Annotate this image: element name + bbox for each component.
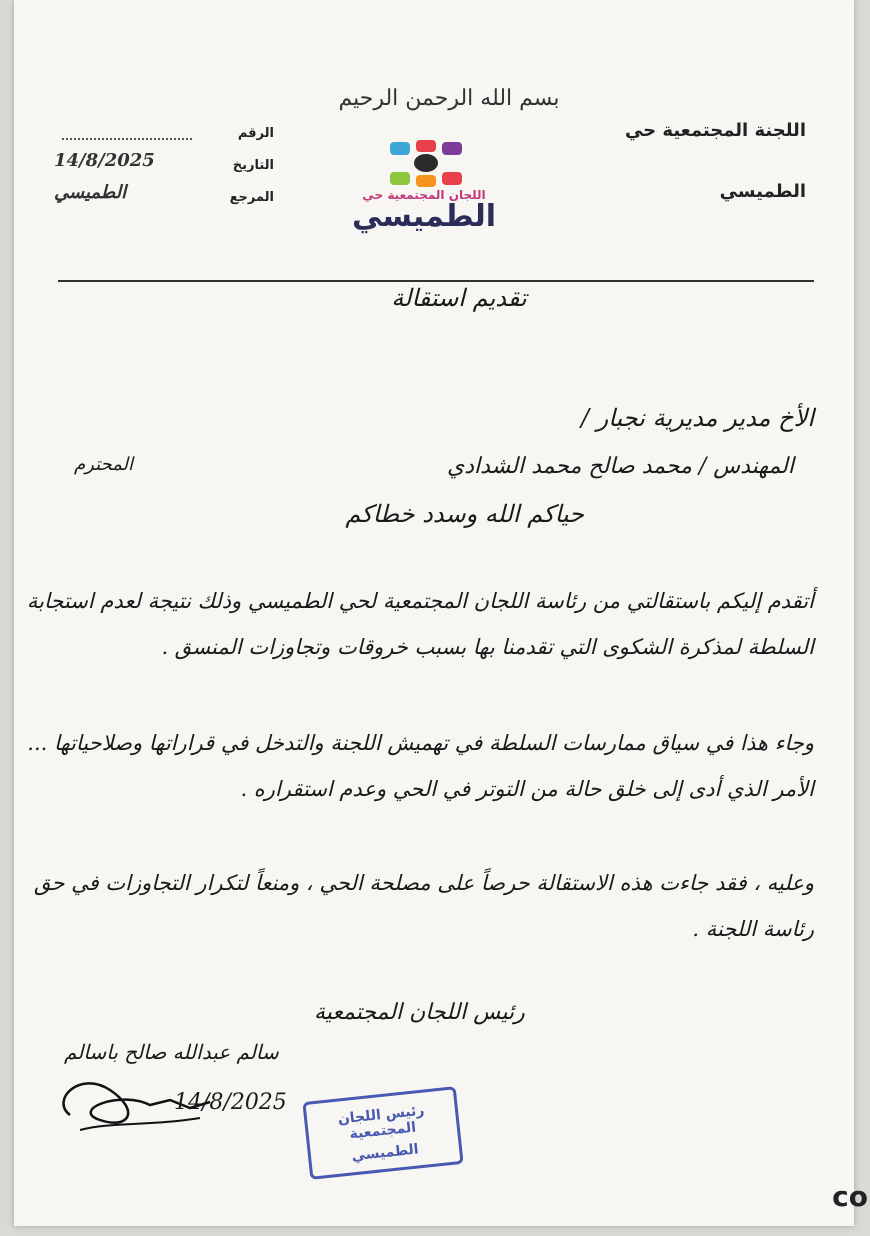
logo-big-text: الطميسي (351, 199, 496, 234)
stamp-line1: رئيس اللجان المجتمعية (337, 1102, 426, 1143)
number-dots (62, 138, 192, 140)
date-label: التاريخ (232, 158, 274, 173)
stamp-line2: الطميسي (350, 1141, 420, 1165)
addressee-line1: الأخ مدير مديرية نجبار / (580, 404, 814, 432)
logo-small-text: اللجان المجتمعية حي (362, 188, 486, 202)
org-name-line2: الطميسي (719, 181, 806, 202)
header-divider (58, 280, 814, 282)
paragraph-3: وعليه ، فقد جاءت هذه الاستقالة حرصاً على مصلحة الحي ، ومنعاً لتكرار التجاوزات في حق رئاسة اللجنة . (33, 871, 814, 941)
official-stamp (302, 1086, 463, 1180)
ref-label: المرجع (229, 190, 274, 205)
logo-text (324, 188, 524, 232)
reference-block (54, 126, 274, 222)
respect-word: المحترم (74, 454, 134, 475)
bismillah: بسم الله الرحمن الرحيم (338, 86, 560, 111)
signature-name: سالم عبدالله صالح باسالم (64, 1040, 279, 1064)
greeting: حياكم الله وسدد خطاكم (345, 500, 584, 528)
paragraph-2: وجاء هذا في سياق ممارسات السلطة في تهميش اللجنة والتدخل في قراراتها وصلاحياتها ... الأمر الذي أدى إلى خلق حالة من التوتر في الحي وعدم استقراره . (27, 731, 814, 801)
date-value: 14/8/2025 (54, 150, 155, 171)
signature-date: 14/8/2025 (174, 1090, 287, 1115)
number-label: الرقم (237, 126, 274, 141)
letter-paper (14, 0, 854, 1226)
org-name-line1: اللجنة المجتمعية حي (624, 120, 806, 141)
letter-subject: تقديم استقالة (391, 284, 527, 312)
paragraph-1: أتقدم إليكم باستقالتي من رئاسة اللجان المجتمعية لحي الطميسي وذلك نتيجة لعدم استجابة السلطة لمذكرة الشكوى التي تقدمنا بها بسبب خروقات وتجاوزات المنسق . (26, 589, 814, 659)
ref-value: الطميسي (54, 182, 127, 203)
signature-title: رئيس اللجان المجتمعية (314, 1000, 525, 1025)
edge-watermark: co (832, 1180, 868, 1213)
addressee-line2: المهندس / محمد صالح محمد الشدادي (446, 454, 794, 479)
ref-row (54, 182, 274, 222)
committee-logo-icon (386, 140, 466, 188)
org-header (586, 120, 806, 202)
